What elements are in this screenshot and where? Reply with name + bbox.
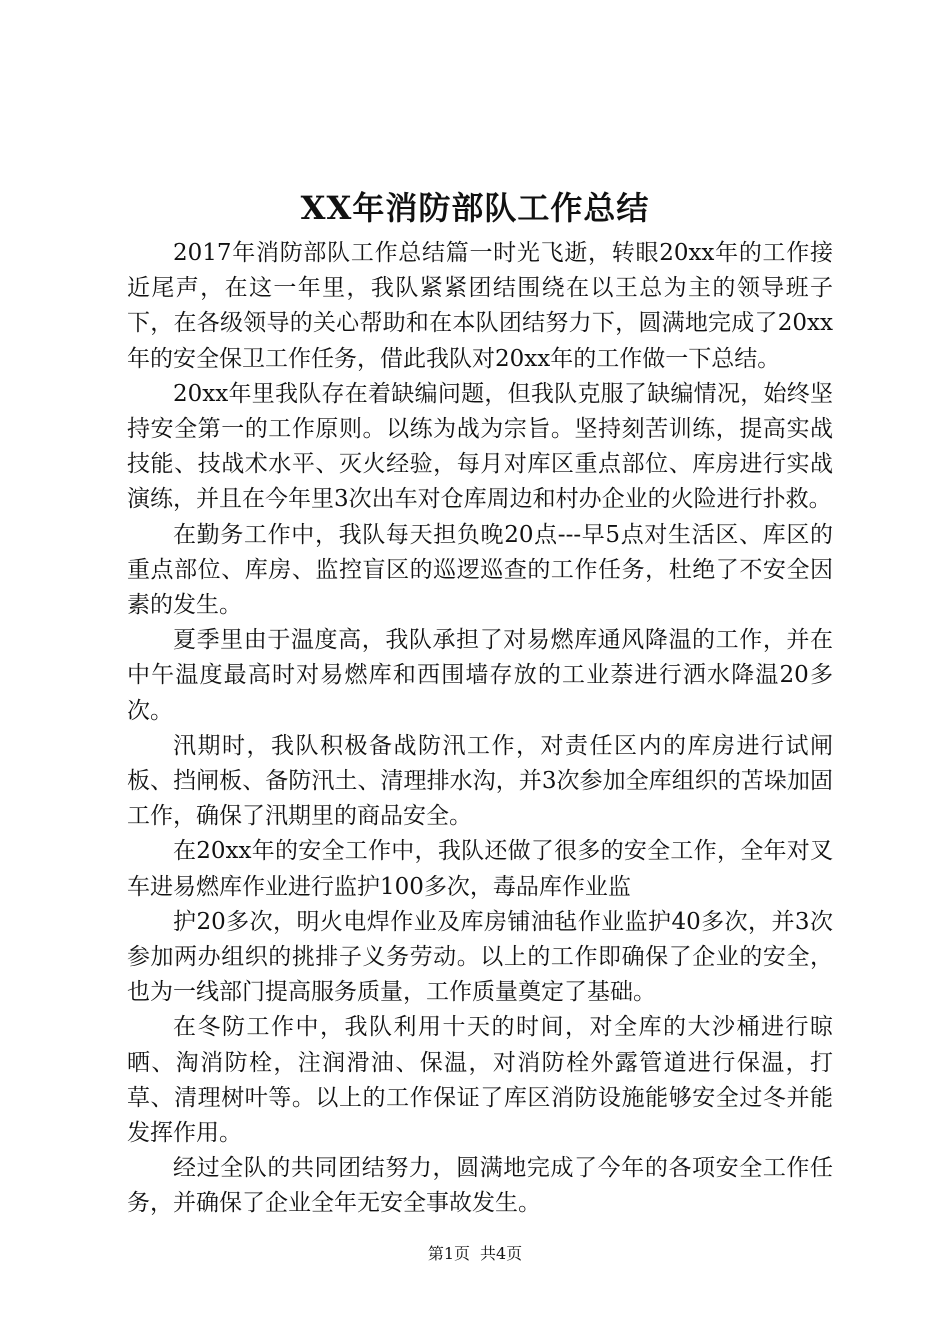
paragraph-6: 在20xx年的安全工作中，我队还做了很多的安全工作，全年对叉车进易燃库作业进行监护100多次，毒品库作业监 — [127, 838, 833, 900]
paragraph-5: 汛期时，我队积极备战防汛工作，对责任区内的库房进行试闸板、挡闸板、备防汛土、清理排水沟，并3次参加全库组织的苫垛加固工作，确保了汛期里的商品安全。 — [127, 732, 833, 830]
page-number: 第1页 — [427, 1244, 470, 1263]
page-footer — [0, 1243, 950, 1265]
document-body — [127, 236, 833, 1222]
page-total: 共4页 — [480, 1244, 523, 1263]
paragraph-8: 在冬防工作中，我队利用十天的时间，对全库的大沙桶进行晾晒、淘消防栓，注润滑油、保温，对消防栓外露管道进行保温，打草、清理树叶等。以上的工作保证了库区消防设施能够安全过冬并能发挥作用。 — [127, 1014, 833, 1147]
document-title: XX年消防部队工作总结 — [300, 189, 650, 227]
paragraph-7: 护20多次，明火电焊作业及库房铺油毡作业监护40多次，并3次参加两办组织的挑排子义务劳动。以上的工作即确保了企业的安全，也为一线部门提高服务质量，工作质量奠定了基础。 — [127, 908, 833, 1006]
paragraph-9: 经过全队的共同团结努力，圆满地完成了今年的各项安全工作任务，并确保了企业全年无安全事故发生。 — [127, 1155, 833, 1217]
paragraph-2: 20xx年里我队存在着缺编问题，但我队克服了缺编情况，始终坚持安全第一的工作原则。以练为战为宗旨。坚持刻苦训练，提高实战技能、技战术水平、灭火经验，每月对库区重点部位、库房进行实战演练，并且在今年里3次出车对仓库周边和村办企业的火险进行扑救。 — [127, 380, 833, 513]
paragraph-4: 夏季里由于温度高，我队承担了对易燃库通风降温的工作，并在中午温度最高时对易燃库和西围墙存放的工业萘进行洒水降温20多次。 — [127, 627, 833, 724]
paragraph-3: 在勤务工作中，我队每天担负晚20点---早5点对生活区、库区的重点部位、库房、监控盲区的巡逻巡查的工作任务，杜绝了不安全因素的发生。 — [127, 521, 833, 619]
paragraph-1: 2017年消防部队工作总结篇一时光飞逝，转眼20xx年的工作接近尾声，在这一年里，我队紧紧团结围绕在以王总为主的领导班子下，在各级领导的关心帮助和在本队团结努力下，圆满地完成了20xx年的安全保卫工作任务，借此我队对20xx年的工作做一下总结。 — [127, 240, 833, 372]
